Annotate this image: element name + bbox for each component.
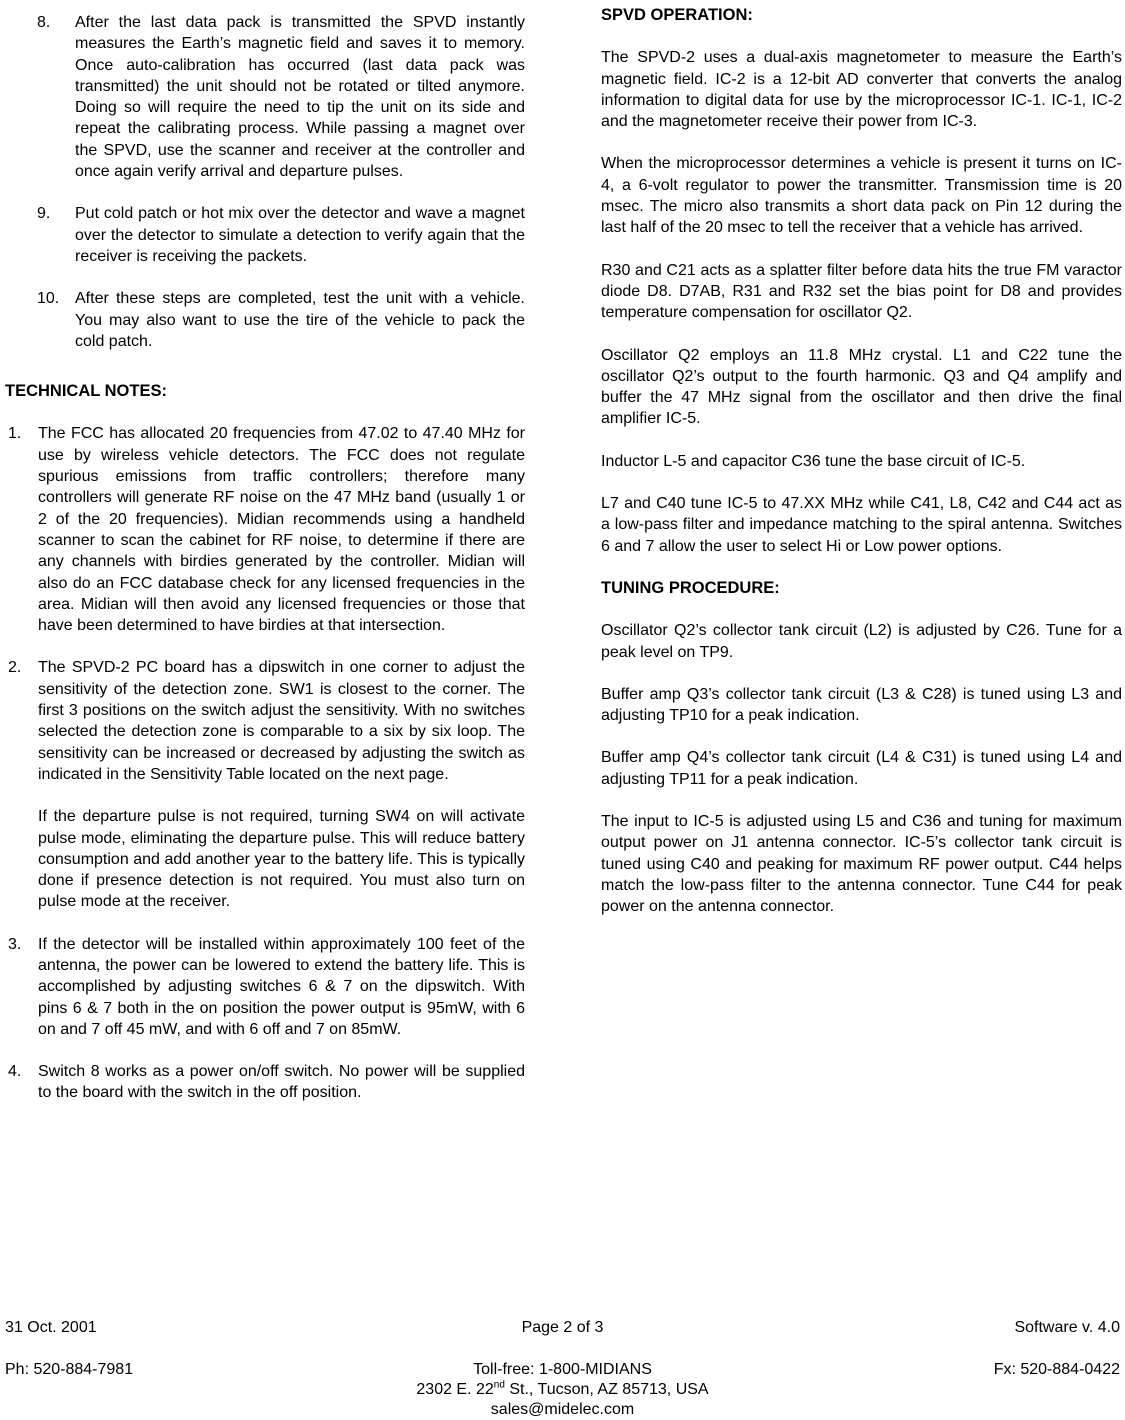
list-number: 4. <box>8 1063 22 1081</box>
tuning-paragraph: Buffer amp Q4’s collector tank circuit (L4 & C31) is tuned using L4 and adjusting TP11 for a peak indication. <box>601 749 1122 788</box>
footer-date: 31 Oct. 2001 <box>5 1319 97 1336</box>
footer-phone: Ph: 520-884-7981 <box>5 1361 134 1378</box>
tuning-paragraph: The input to IC-5 is adjusted using L5 and C36 and tuning for maximum output power on J1 antenna connector. IC-5’s collector tank circuit is tuned using C40 and peaking for maximum RF power output. C44 helps match the low-pass filter to the antenna connector. Tune C44 for peak power on the antenna connector. <box>601 813 1122 916</box>
note-paragraph: The FCC has allocated 20 frequencies from 47.02 to 47.40 MHz for use by wireless vehicle detectors. The FCC does not regulate spurious emissions from traffic controllers; therefore many controllers will generate RF noise on the 47 MHz band (usually 1 or 2 of the 20 frequencies). Midian recommends using a handheld scanner to scan the cabinet for RF noise, to determine if there are any channels with birdies generated by the controller. Midian will also do an FCC database check for any licensed frequencies in the area. Midian will then avoid any licensed frequencies or those that have been determined to have birdies at that intersection. <box>38 425 525 635</box>
footer-tollfree: Toll-free: 1-800-MIDIANS <box>473 1361 652 1378</box>
list-item-8 <box>5 12 525 182</box>
list-item-text: After the last data pack is transmitted the SPVD instantly measures the Earth’s magnetic field and saves it to memory. Once auto-calibration has occurred (last data pack was transmitted) the unit should not be rotated or tilted anymore. Doing so will require the need to tip the unit on its side and repeat the calibrating process. While passing a magnet over the SPVD, use the scanner and receiver at the controller and once again verify arrival and departure pulses. <box>75 14 525 181</box>
note-paragraph: If the departure pulse is not required, turning SW4 on will activate pulse mode, eliminating the departure pulse. This will reduce battery consumption and add another year to the battery life. This is typically done if presence detection is not required. You must also turn on pulse mode at the receiver. <box>38 808 525 911</box>
list-item-9 <box>5 203 525 267</box>
spvd-paragraph: The SPVD-2 uses a dual-axis magnetometer to measure the Earth’s magnetic field. IC-2 is a 12-bit AD converter that converts the analog information to digital data for use by the microprocessor IC-1. IC-1, IC-2 and the magnetometer receive their power from IC-3. <box>601 49 1122 131</box>
list-number: 8. <box>37 14 51 31</box>
note-item-body <box>38 423 525 636</box>
left-column <box>5 12 525 1125</box>
right-column <box>601 5 1122 918</box>
spvd-paragraph: When the microprocessor determines a vehicle is present it turns on IC-4, a 6-volt regulator to power the transmitter. Transmission time is 20 msec. The micro also transmits a short data pack on Pin 12 during the last half of the 20 msec to tell the receiver that a vehicle has arrived. <box>601 155 1122 237</box>
note-paragraph: The SPVD-2 PC board has a dipswitch in one corner to adjust the sensitivity of the detection zone. SW1 is closest to the corner. The first 3 positions on the switch adjust the sensitivity. With no switches selected the detection zone is comparable to a six by six loop. The sensitivity can be increased or decreased by adjusting the switch as indicated in the Sensitivity Table located on the next page. <box>38 659 525 783</box>
note-paragraph: If the detector will be installed within approximately 100 feet of the antenna, the power can be lowered to extend the battery life. This is accomplished by adjusting switches 6 & 7 on the dipswitch. With pins 6 & 7 both in the on position the power output is 95mW, with 6 on and 7 off 45 mW, and with 6 off and 7 on 85mW. <box>38 935 525 1038</box>
spvd-paragraph: R30 and C21 acts as a splatter filter before data hits the true FM varactor diode D8. D7AB, R31 and R32 set the bias point for D8 and provides temperature compensation for oscillator Q2. <box>601 261 1122 322</box>
note-item-body <box>38 1061 525 1104</box>
footer-fax: Fx: 520-884-0422 <box>993 1361 1120 1378</box>
list-item-text: Put cold patch or hot mix over the detector and wave a magnet over the detector to simulate a detection to verify again that the receiver is receiving the packets. <box>75 205 525 265</box>
list-number: 9. <box>37 205 51 223</box>
footer-row-1 <box>5 1318 1120 1338</box>
footer-address-ordinal: nd <box>493 1379 505 1391</box>
note-item-body <box>38 934 525 1040</box>
list-number: 2. <box>8 659 22 677</box>
tuning-paragraph: Oscillator Q2’s collector tank circuit (L2) is adjusted by C26. Tune for a peak level on TP9. <box>601 622 1122 661</box>
tuning-procedure-heading: TUNING PROCEDURE: <box>601 578 780 597</box>
list-number: 10. <box>37 290 60 308</box>
list-item-10 <box>5 288 525 352</box>
footer-address <box>0 1380 1125 1400</box>
footer-address-pre: 2302 E. 22 <box>416 1381 494 1398</box>
note-item-4 <box>5 1061 525 1104</box>
tuning-paragraph: Buffer amp Q3’s collector tank circuit (L3 & C28) is tuned using L3 and adjusting TP10 for a peak indication. <box>601 685 1122 725</box>
list-item-text: After these steps are completed, test the unit with a vehicle. You may also want to use the tire of the vehicle to pack the cold patch. <box>75 290 525 350</box>
list-number: 3. <box>8 935 22 953</box>
note-item-3 <box>5 934 525 1040</box>
note-paragraph: Switch 8 works as a power on/off switch. No power will be supplied to the board with the switch in the off position. <box>38 1063 525 1102</box>
list-number: 1. <box>8 425 22 443</box>
spvd-paragraph: Inductor L-5 and capacitor C36 tune the base circuit of IC-5. <box>601 452 1026 470</box>
footer-page-number: Page 2 of 3 <box>521 1319 604 1336</box>
note-item-body <box>38 657 525 912</box>
footer-software: Software v. 4.0 <box>1014 1319 1120 1336</box>
spvd-operation-heading: SPVD OPERATION: <box>601 6 753 24</box>
technical-notes-heading: TECHNICAL NOTES: <box>5 382 167 401</box>
note-item-2 <box>5 657 525 912</box>
note-item-1 <box>5 423 525 636</box>
spvd-paragraph: Oscillator Q2 employs an 11.8 MHz crystal. L1 and C22 tune the oscillator Q2’s output to the fourth harmonic. Q3 and Q4 amplify and buffer the 47 MHz signal from the oscillator and then drive the final amplifier IC-5. <box>601 346 1122 428</box>
footer-email: sales@midelec.com <box>490 1401 635 1418</box>
footer-address-post: St., Tucson, AZ 85713, USA <box>504 1381 709 1398</box>
footer-row-2 <box>5 1360 1120 1380</box>
spvd-paragraph: L7 and C40 tune IC-5 to 47.XX MHz while C41, L8, C42 and C44 act as a low-pass filter and impedance matching to the spiral antenna. Switches 6 and 7 allow the user to select Hi or Low power options. <box>601 495 1122 555</box>
